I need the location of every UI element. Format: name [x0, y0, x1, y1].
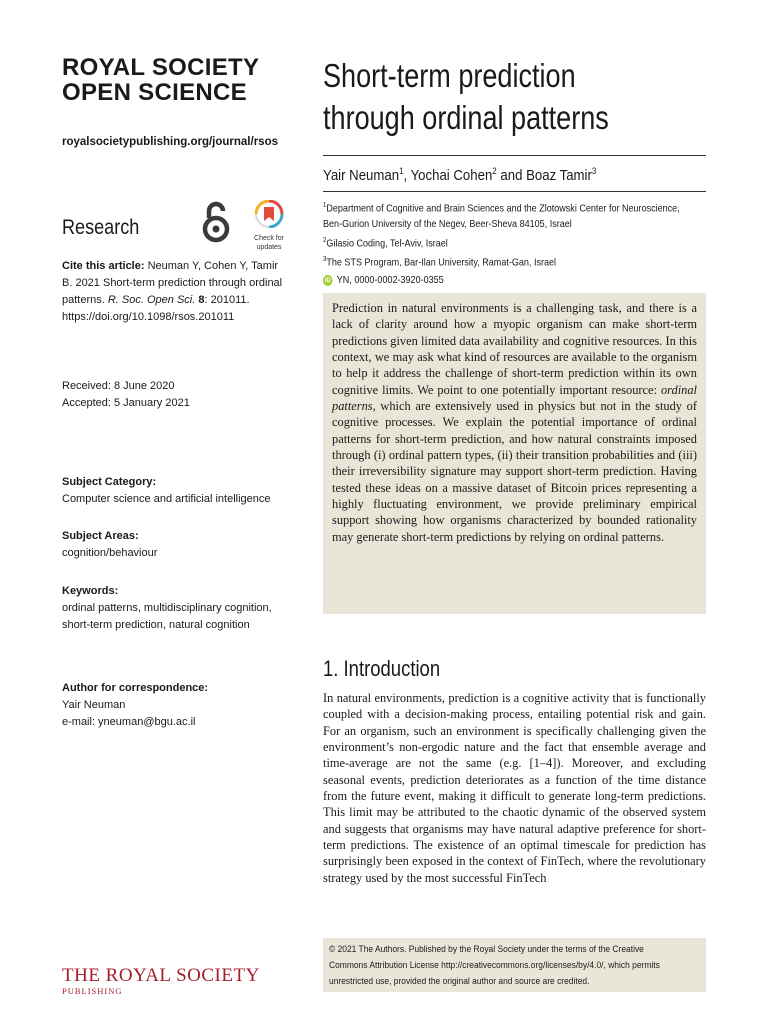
- affiliation-item-cont: Ben-Gurion University of the Negev, Beer-Sheva 84105, Israel: [323, 218, 572, 230]
- affiliation-sup: 3: [323, 255, 327, 263]
- author-separator: and: [496, 167, 527, 184]
- correspondence-block: [62, 680, 287, 731]
- cite-text: Neuman Y, Cohen Y, Tamir B. 2021 Short-term prediction through ordinal patterns.: [62, 260, 283, 306]
- received-date: Received: 8 June 2020: [62, 380, 175, 392]
- orcid-id[interactable]: YN, 0000-0002-3920-0355: [336, 273, 444, 286]
- abstract-emphasis: ordinal patterns: [332, 382, 697, 414]
- check-for-updates-badge[interactable]: [247, 200, 291, 251]
- author-name[interactable]: Boaz Tamir: [526, 167, 592, 184]
- subject-areas-label: Subject Areas:: [62, 530, 139, 542]
- author-name[interactable]: Yair Neuman: [323, 167, 400, 184]
- author-affiliation-sup: 1: [399, 166, 404, 176]
- keywords-label: Keywords:: [62, 585, 119, 597]
- journal-name-line2: OPEN SCIENCE: [62, 79, 247, 106]
- check-updates-caption-1: Check for: [254, 235, 284, 242]
- orcid-icon[interactable]: iD: [323, 275, 332, 286]
- correspondence-label: Author for correspondence:: [62, 682, 209, 694]
- correspondence-email[interactable]: e-mail: yneuman@bgu.ac.il: [62, 716, 196, 728]
- subject-category-label: Subject Category:: [62, 476, 157, 488]
- license-box: [323, 938, 706, 992]
- affiliation-text: Department of Cognitive and Brain Sciences and the Zlotowski Center for Neuroscience,: [326, 202, 680, 215]
- check-updates-icon: [247, 200, 291, 228]
- check-updates-caption-2: updates: [256, 244, 282, 251]
- author-affiliation-sup: 3: [591, 166, 597, 176]
- author-separator: ,: [403, 167, 411, 184]
- author-name[interactable]: Yochai Cohen: [410, 167, 493, 184]
- cite-pages: : 201011.: [204, 294, 250, 306]
- keywords-line2: short-term prediction, natural cognition: [62, 619, 250, 631]
- abstract-part2: , which are extensively used in physics but not in the study of cognitive processes. We explain the potential importance of ordinal patterns for short-term prediction, and how natural constraints imposed through (i) ordinal pattern types, (ii) their transition probabilities and (iii) their irreversibility signature may support short-term prediction. Having tested these ideas on a massive dataset of Bitcoin prices representing a highly fluctuating environment, we provide preliminary empirical support showing how organisms characterized by bounded rationality may generate short-term predictions by relying on ordinal patterns.: [332, 399, 697, 544]
- affiliation-sup: 1: [323, 202, 327, 209]
- affiliations-block: [323, 198, 693, 288]
- cite-journal-abbrev: R. Soc. Open Sci.: [107, 294, 196, 306]
- author-list: [323, 166, 596, 184]
- doi-link[interactable]: https://doi.org/10.1098/rsos.201011: [62, 311, 235, 323]
- keywords-line1: ordinal patterns, multidisciplinary cognition,: [62, 602, 272, 614]
- abstract-box: [323, 293, 706, 614]
- authors-divider: [323, 191, 706, 192]
- article-type-label: Research: [62, 216, 140, 239]
- journal-url-link[interactable]: royalsocietypublishing.org/journal/rsos: [62, 136, 278, 148]
- journal-name-line1: ROYAL SOCIETY: [62, 54, 260, 81]
- affiliation-item: [323, 233, 693, 252]
- abstract-part1: Prediction in natural environments is a challenging task, and there is a lack of clarity around how a myopic organism can make short-term predictions given limited data availability and cognitive resources. In this context, we may ask what kind of resources are available to the organism to help it address the challenge of short-term prediction within its own cognitive limits. We point to one potentially important resource:: [332, 301, 697, 397]
- subject-category-value: Computer science and artificial intelligence: [62, 493, 271, 505]
- article-title-line1: Short-term prediction: [323, 57, 576, 94]
- publisher-logo: [62, 966, 260, 996]
- affiliation-text: The STS Program, Bar-Ilan University, Ramat-Gan, Israel: [326, 256, 557, 268]
- publisher-sub: PUBLISHING: [62, 986, 123, 996]
- dates-block: [62, 378, 287, 412]
- correspondence-name: Yair Neuman: [62, 699, 126, 711]
- author-affiliation-sup: 2: [492, 166, 497, 176]
- article-title-line2: through ordinal patterns: [323, 99, 609, 136]
- license-text: [329, 942, 699, 990]
- affiliation-sup: 2: [323, 236, 327, 244]
- orcid-line[interactable]: [323, 273, 693, 289]
- license-line3: unrestricted use, provided the original author and source are credited.: [329, 976, 590, 987]
- subject-areas-value: cognition/behaviour: [62, 547, 158, 559]
- subject-category-block: [62, 474, 287, 508]
- subject-areas-block: [62, 528, 287, 562]
- abstract-text: [332, 300, 697, 545]
- citation-block: [62, 258, 287, 326]
- open-access-lock-icon: [200, 200, 232, 244]
- introduction-body-text: In natural environments, prediction is a cognitive activity that is functionally coupled with a decision-making process, entailing potential risk and gain. For an organism, such an environment is specifically challenging given the environment’s non-ergodic nature and the fact that ensemble average and time-average are not the same (e.g. [1–4]). Moreover, and excluding seasonal events, prediction deteriorates as a function of the time distance from the future event, making it difficult to generate long-term predictions. This limit may be attributed to the chaotic dynamic of the observed system and suggests that organisms may have natural adaptive preference for short-term predictions. The existence of an optimal timescale for prediction has surprisingly been exposed in the context of FinTech, where the revolutionary strategy used by the most successful FinTech: [323, 691, 706, 885]
- journal-logo: [62, 55, 292, 105]
- affiliation-item: [323, 252, 693, 271]
- license-line2[interactable]: Commons Attribution License http://creativecommons.org/licenses/by/4.0/, which permits: [329, 960, 660, 971]
- article-title: [323, 55, 643, 139]
- keywords-block: [62, 583, 287, 634]
- accepted-date: Accepted: 5 January 2021: [62, 397, 190, 409]
- section-heading-introduction: 1. Introduction: [323, 656, 441, 681]
- license-line1: © 2021 The Authors. Published by the Royal Society under the terms of the Creative: [329, 944, 644, 955]
- affiliation-item: [323, 198, 693, 217]
- title-divider: [323, 155, 706, 156]
- affiliation-text: Gilasio Coding, Tel-Aviv, Israel: [326, 237, 448, 249]
- publisher-name: THE ROYAL SOCIETY: [62, 965, 260, 986]
- cite-volume: 8: [198, 294, 205, 306]
- cite-label: Cite this article:: [62, 260, 145, 272]
